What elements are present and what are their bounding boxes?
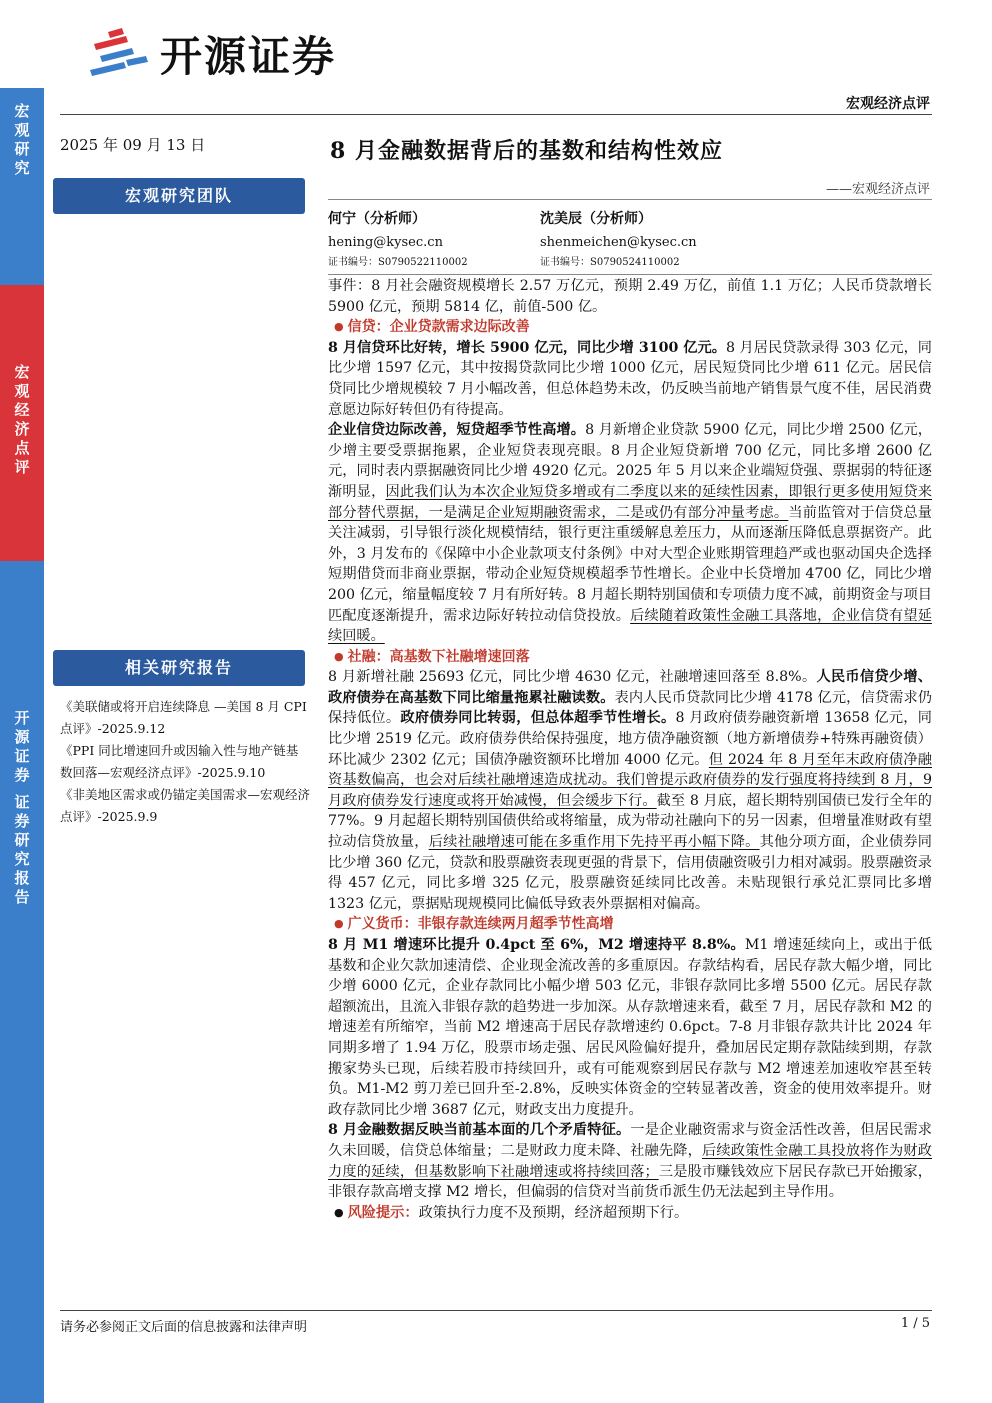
event-paragraph: 事件：8 月社会融资规模增长 2.57 万亿元，预期 2.49 万亿，前值 1.1 万亿；人民币贷款增长 5900 亿元，预期 5814 亿，前值-500 亿。: [328, 278, 932, 315]
section-heading-credit: ● 信贷：企业贷款需求边际改善: [328, 317, 932, 338]
analyst-name: 何宁（分析师）: [328, 211, 426, 227]
sidebar-bottom-label: 开 源 证 券 证 券 研 究 报 告: [0, 561, 44, 1403]
sidebar-middle-label: 宏 观 经 济 点 评: [0, 285, 44, 561]
analyst-email[interactable]: hening@kysec.cn: [328, 235, 443, 250]
page-number: 1 / 5: [900, 1316, 930, 1331]
report-type: 宏观经济点评: [846, 96, 930, 112]
body-paragraph: 企业信贷边际改善，短贷超季节性高增。8 月新增企业贷款 5900 亿元，同比少增 2500 亿元，少增主要受票据拖累，企业短贷表现亮眼。8 月企业短贷新增 700 亿元，同比多增 2600 亿元，同时表内票据融资同比少增 4920 亿元。2025 年 5 月以来企业端短贷强、票据弱的特征逐渐明显，因此我们认为本次企业短贷多增或有二季度以来的延续性因素，即银行更多使用短贷来部分替代票据，一是满足企业短期融资需求，二是或仍有部分冲量考虑。当前监管对于信贷总量关注减弱，引导银行淡化规模情结，银行更注重缓解息差压力，从而逐渐压降低息票据资产。此外，3 月发布的《保障中小企业款项支付条例》中对大型企业账期管理趋严或也驱动国央企选择短期借贷而非商业票据，带动企业短贷规模超季节性增长。企业中长贷增加 4700 亿，同比少增 200 亿元，缩量幅度较 7 月有所好转。8 月超长期特别国债和专项债力度不减，前期资金与项目匹配度逐渐提升，需求边际好转拉动信贷投放。后续随着政策性金融工具落地，企业信贷有望延续回暖。: [328, 422, 932, 645]
report-date: 2025 年 09 月 13 日: [60, 136, 206, 154]
section-heading-money-supply: ● 广义货币：非银存款连续两月超季节性高增: [328, 914, 932, 935]
analyst-email[interactable]: shenmeichen@kysec.cn: [540, 235, 697, 250]
footer-disclaimer: 请务必参阅正文后面的信息披露和法律声明: [60, 1320, 308, 1335]
related-reports: [60, 696, 310, 828]
related-report-link[interactable]: 《非美地区需求或仍锚定美国需求—宏观经济点评》-2025.9.9: [60, 787, 311, 824]
logo-text: 开源证券: [160, 32, 337, 81]
header-divider: [60, 114, 932, 115]
report-title: 8 月金融数据背后的基数和结构性效应: [330, 138, 723, 164]
body-paragraph: 8 月新增社融 25693 亿元，同比少增 4630 亿元，社融增速回落至 8.8%。人民币信贷少增、政府债券在高基数下同比缩量拖累社融读数。表内人民币贷款同比少增 4178 亿元，信贷需求仍保持低位。政府债券同比转弱，但总体超季节性增长。8 月政府债券融资新增 13658 亿元，同比少增 2519 亿元。政府债券供给保持强度，地方债净融资额（地方新增债券+特殊再融资债）环比减少 2302 亿元；国债净融资额环比增加 4000 亿元。但 2024 年 8 月至年末政府债净融资基数偏高，也会对后续社融增速造成扰动。我们曾提示政府债券的发行强度将持续到 8 月，9 月政府债券发行速度或将开始减慢，但会缓步下行。截至 8 月底，超长期特别国债已发行全年的 77%。9 月起超长期特别国债供给或将缩量，成为带动社融向下的另一因素，但增量准财政有望拉动信贷放量，后续社融增速可能在多重作用下先持平再小幅下降。其他分项方面，企业债券同比少增 360 亿元，贷款和股票融资表现更强的背景下，信用债融资吸引力相对减弱。股票融资录得 457 亿元，同比多增 325 亿元，股票融资延续同比改善。未贴现银行承兑汇票同比多增 1323 亿元，票据贴现规模同比偏低导致表外票据相对偏高。: [328, 669, 932, 912]
logo-mark-icon: [86, 26, 154, 82]
risk-paragraph: [328, 1203, 932, 1224]
footer-divider: [60, 1310, 932, 1311]
company-logo: [86, 24, 336, 84]
analyst-card: [328, 210, 468, 272]
left-sidebar: [0, 0, 44, 1403]
related-report-link[interactable]: 《美联储或将开启连续降息 —美国 8 月 CPI 点评》-2025.9.12: [60, 699, 307, 736]
body-paragraph: 8 月金融数据反映当前基本面的几个矛盾特征。一是企业融资需求与资金活性改善，但居民需求久未回暖，信贷总体缩量；二是财政力度未降、社融先降，后续政策性金融工具投放将作为财政力度的延续，但基数影响下社融增速或将持续回落；三是股市赚钱效应下居民存款已开始搬家，非银存款高增支撑 M2 增长，但偏弱的信贷对当前货币派生仍无法起到主导作用。: [328, 1122, 932, 1201]
risk-label: 风险提示：: [347, 1204, 419, 1221]
related-report-link[interactable]: 《PPI 同比增速回升或因输入性与地产链基数回落—宏观经济点评》-2025.9.10: [60, 743, 299, 780]
team-box: 宏观研究团队: [53, 178, 305, 214]
risk-text: 政策执行力度不及预期，经济超预期下行。: [418, 1204, 689, 1221]
analyst-divider: [328, 274, 932, 275]
analyst-card: [540, 210, 697, 272]
sidebar-top-label: 宏 观 研 究: [0, 88, 44, 285]
related-box: 相关研究报告: [53, 650, 305, 686]
title-divider: [328, 199, 932, 200]
report-subtitle: ——宏观经济点评: [825, 182, 930, 197]
report-body: [328, 276, 932, 1223]
analyst-cert: 证书编号：S0790522110002: [328, 257, 468, 268]
body-paragraph: 8 月信贷环比好转，增长 5900 亿元，同比少增 3100 亿元。8 月居民贷款录得 303 亿元，同比少增 1597 亿元，其中按揭贷款同比少增 1000 亿元，居民短贷同比少增 611 亿元。居民信贷同比少增规模较 7 月小幅改善，但总体趋势未改，仍反映当前地产销售景气度不佳，居民消费意愿边际好转但仍有待提高。: [328, 339, 932, 418]
analyst-name: 沈美辰（分析师）: [540, 211, 652, 227]
body-paragraph: 8 月 M1 增速环比提升 0.4pct 至 6%，M2 增速持平 8.8%。M1 增速延续向上，或出于低基数和企业欠款加速清偿、企业现金流改善的多重原因。存款结构看，居民存款大幅少增，同比少增 6000 亿元，企业存款同比小幅少增 503 亿元，非银存款同比多增 5500 亿元。居民存款超额流出，且流入非银存款的趋势进一步加深。从存款增速来看，截至 7 月，居民存款和 M2 的增速差有所缩窄，当前 M2 增速高于居民存款增速约 0.6pct。7-8 月非银存款共计比 2024 年同期多增了 1.94 万亿，股票市场走强、居民风险偏好提升，叠加居民定期存款陆续到期，存款搬家势头已现，后续若股市持续回升，或有可能观察到居民存款与 M2 增速差加速收窄甚至转负。M1-M2 剪刀差已回升至-2.8%，反映实体资金的空转显著改善，资金的使用效率提升。财政存款同比少增 3687 亿元，财政支出力度提升。: [328, 937, 932, 1118]
section-heading-social-financing: ● 社融：高基数下社融增速回落: [328, 647, 932, 668]
analyst-cert: 证书编号：S0790524110002: [540, 257, 680, 268]
